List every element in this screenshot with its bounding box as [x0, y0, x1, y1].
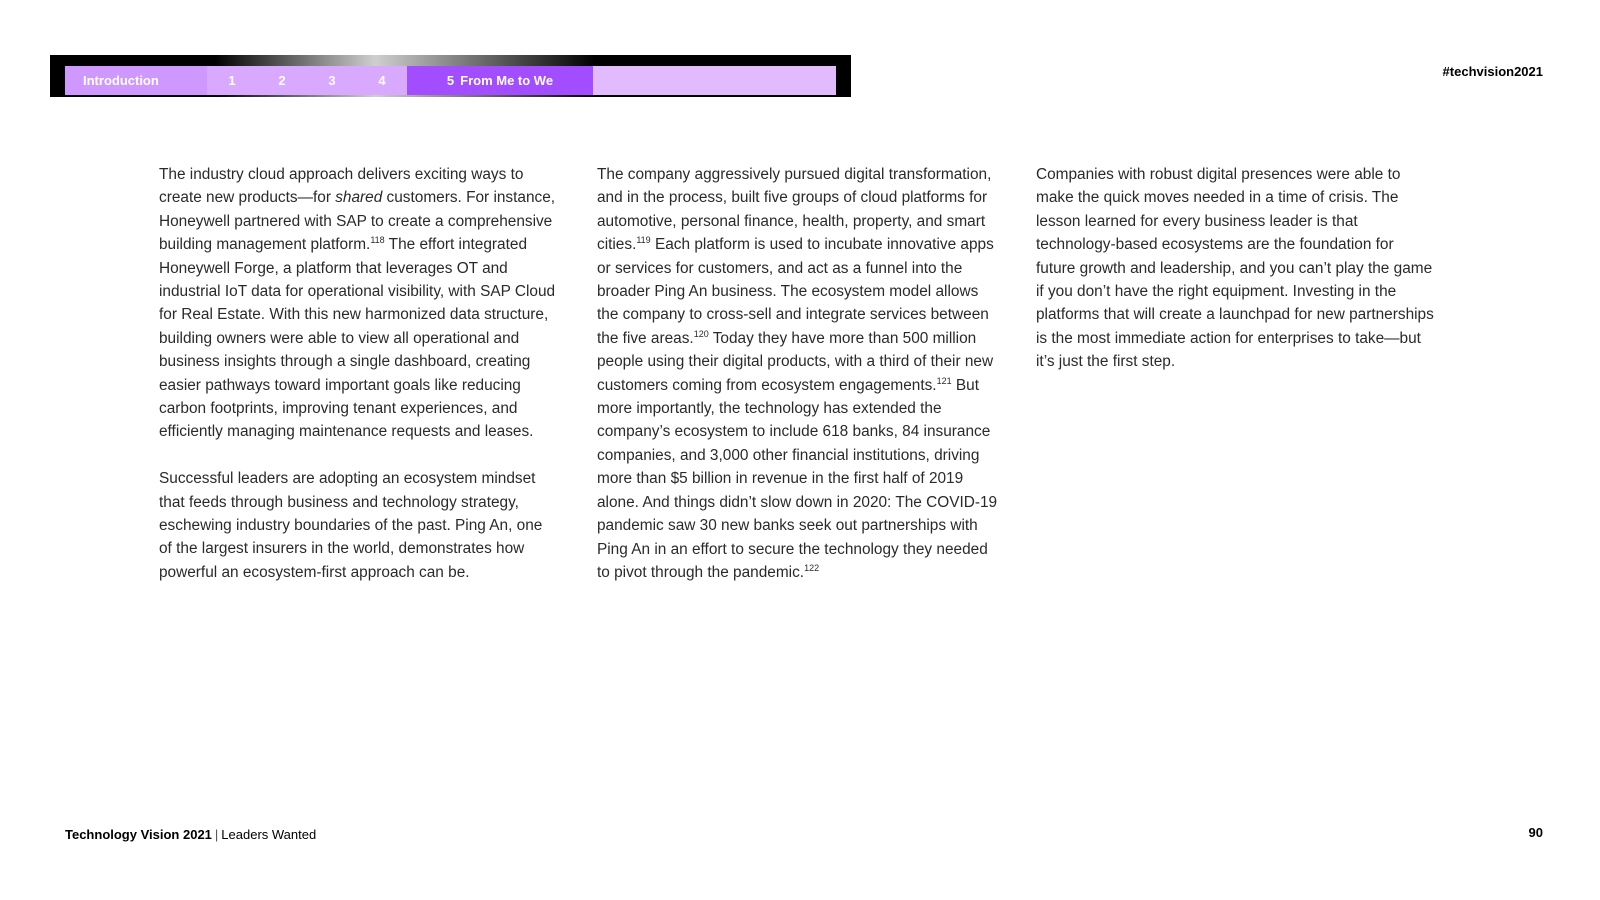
nav-tab-4[interactable]: 4: [357, 66, 407, 95]
text: customers. For instance, Honeywell partnered with SAP to create a comprehensive building management platform.: [159, 189, 556, 254]
nav-tab-5-label: From Me to We: [460, 73, 554, 88]
footnote-ref[interactable]: 119: [636, 235, 651, 246]
footer-subtitle: Leaders Wanted: [221, 827, 317, 842]
nav-tab-3[interactable]: 3: [307, 66, 357, 95]
text: The industry cloud approach delivers exciting ways to create new products—for: [159, 166, 524, 207]
footnote-ref[interactable]: 120: [693, 328, 709, 339]
text-column-2: [597, 163, 1002, 608]
footer-title: [65, 827, 316, 842]
nav-bar-inner: [65, 66, 836, 95]
nav-bar-filler: [593, 66, 836, 95]
nav-tab-introduction[interactable]: Introduction: [65, 66, 207, 95]
text-column-1: [159, 163, 559, 608]
section-navigation: [50, 55, 851, 97]
footnote-ref[interactable]: 122: [804, 562, 820, 573]
paragraph: Companies with robust digital presences were able to make the quick moves needed in a time of crisis. The lesson learned for every business leader is that technology-based ecosystems are the foundation for future growth and leadership, and you can’t play the game if you don’t have the right equipment. Investing in the platforms that will create a launchpad for new partnerships is the most immediate action for enterprises to take—but it’s just the first step.: [1036, 166, 1434, 371]
paragraph: [159, 163, 559, 444]
footnote-ref[interactable]: 121: [936, 375, 952, 386]
footer-separator: |: [214, 827, 219, 842]
paragraph: Successful leaders are adopting an ecosystem mindset that feeds through business and technology strategy, eschewing industry boundaries of the past. Ping An, one of the largest insurers in the world, demonstrates how powerful an ecosystem-first approach can be.: [159, 470, 543, 581]
page-number: 90: [1528, 825, 1543, 840]
text: Today they have more than 500 million people using their digital products, with a third of their new customers coming from ecosystem engagements.: [597, 329, 994, 394]
footer-brand: Technology Vision 2021: [65, 827, 212, 842]
text: The effort integrated Honeywell Forge, a platform that leverages OT and industrial IoT data for operational visibility, with SAP Cloud for Real Estate. With this new harmonized data structure, building owners were able to view all operational and business insights through a single dashboard, creating easier pathways toward important goals like reducing carbon footprints, improving tenant experiences, and efficiently managing maintenance requests and leases.: [159, 236, 556, 441]
text: Each platform is used to incubate innovative apps or services for customers, and act as a funnel into the broader Ping An business. The ecosystem model allows the company to cross-sell and integrate services between the five areas.: [597, 236, 994, 347]
footnote-ref[interactable]: 118: [370, 235, 385, 246]
text: The company aggressively pursued digital transformation, and in the process, built five groups of cloud platforms for automotive, personal finance, health, property, and smart cities.: [597, 166, 992, 254]
text: But more importantly, the technology has extended the company’s ecosystem to include 618 banks, 84 insurance companies, and 3,000 other financial institutions, driving more than $5 billion in revenue in the first half of 2019 alone. And things didn’t slow down in 2020: The COVID-19 pandemic saw 30 new banks seek out partnerships with Ping An in an effort to secure the technology they needed to pivot through the pandemic.: [597, 376, 998, 581]
text-column-3: [1036, 163, 1436, 397]
emphasis-text: shared: [335, 189, 383, 207]
nav-tab-5-number: 5: [446, 73, 455, 88]
nav-tab-2[interactable]: 2: [257, 66, 307, 95]
nav-tab-1[interactable]: 1: [207, 66, 257, 95]
nav-tab-5-active[interactable]: [407, 66, 593, 95]
hashtag: #techvision2021: [1442, 64, 1543, 79]
paragraph: [597, 163, 1002, 584]
